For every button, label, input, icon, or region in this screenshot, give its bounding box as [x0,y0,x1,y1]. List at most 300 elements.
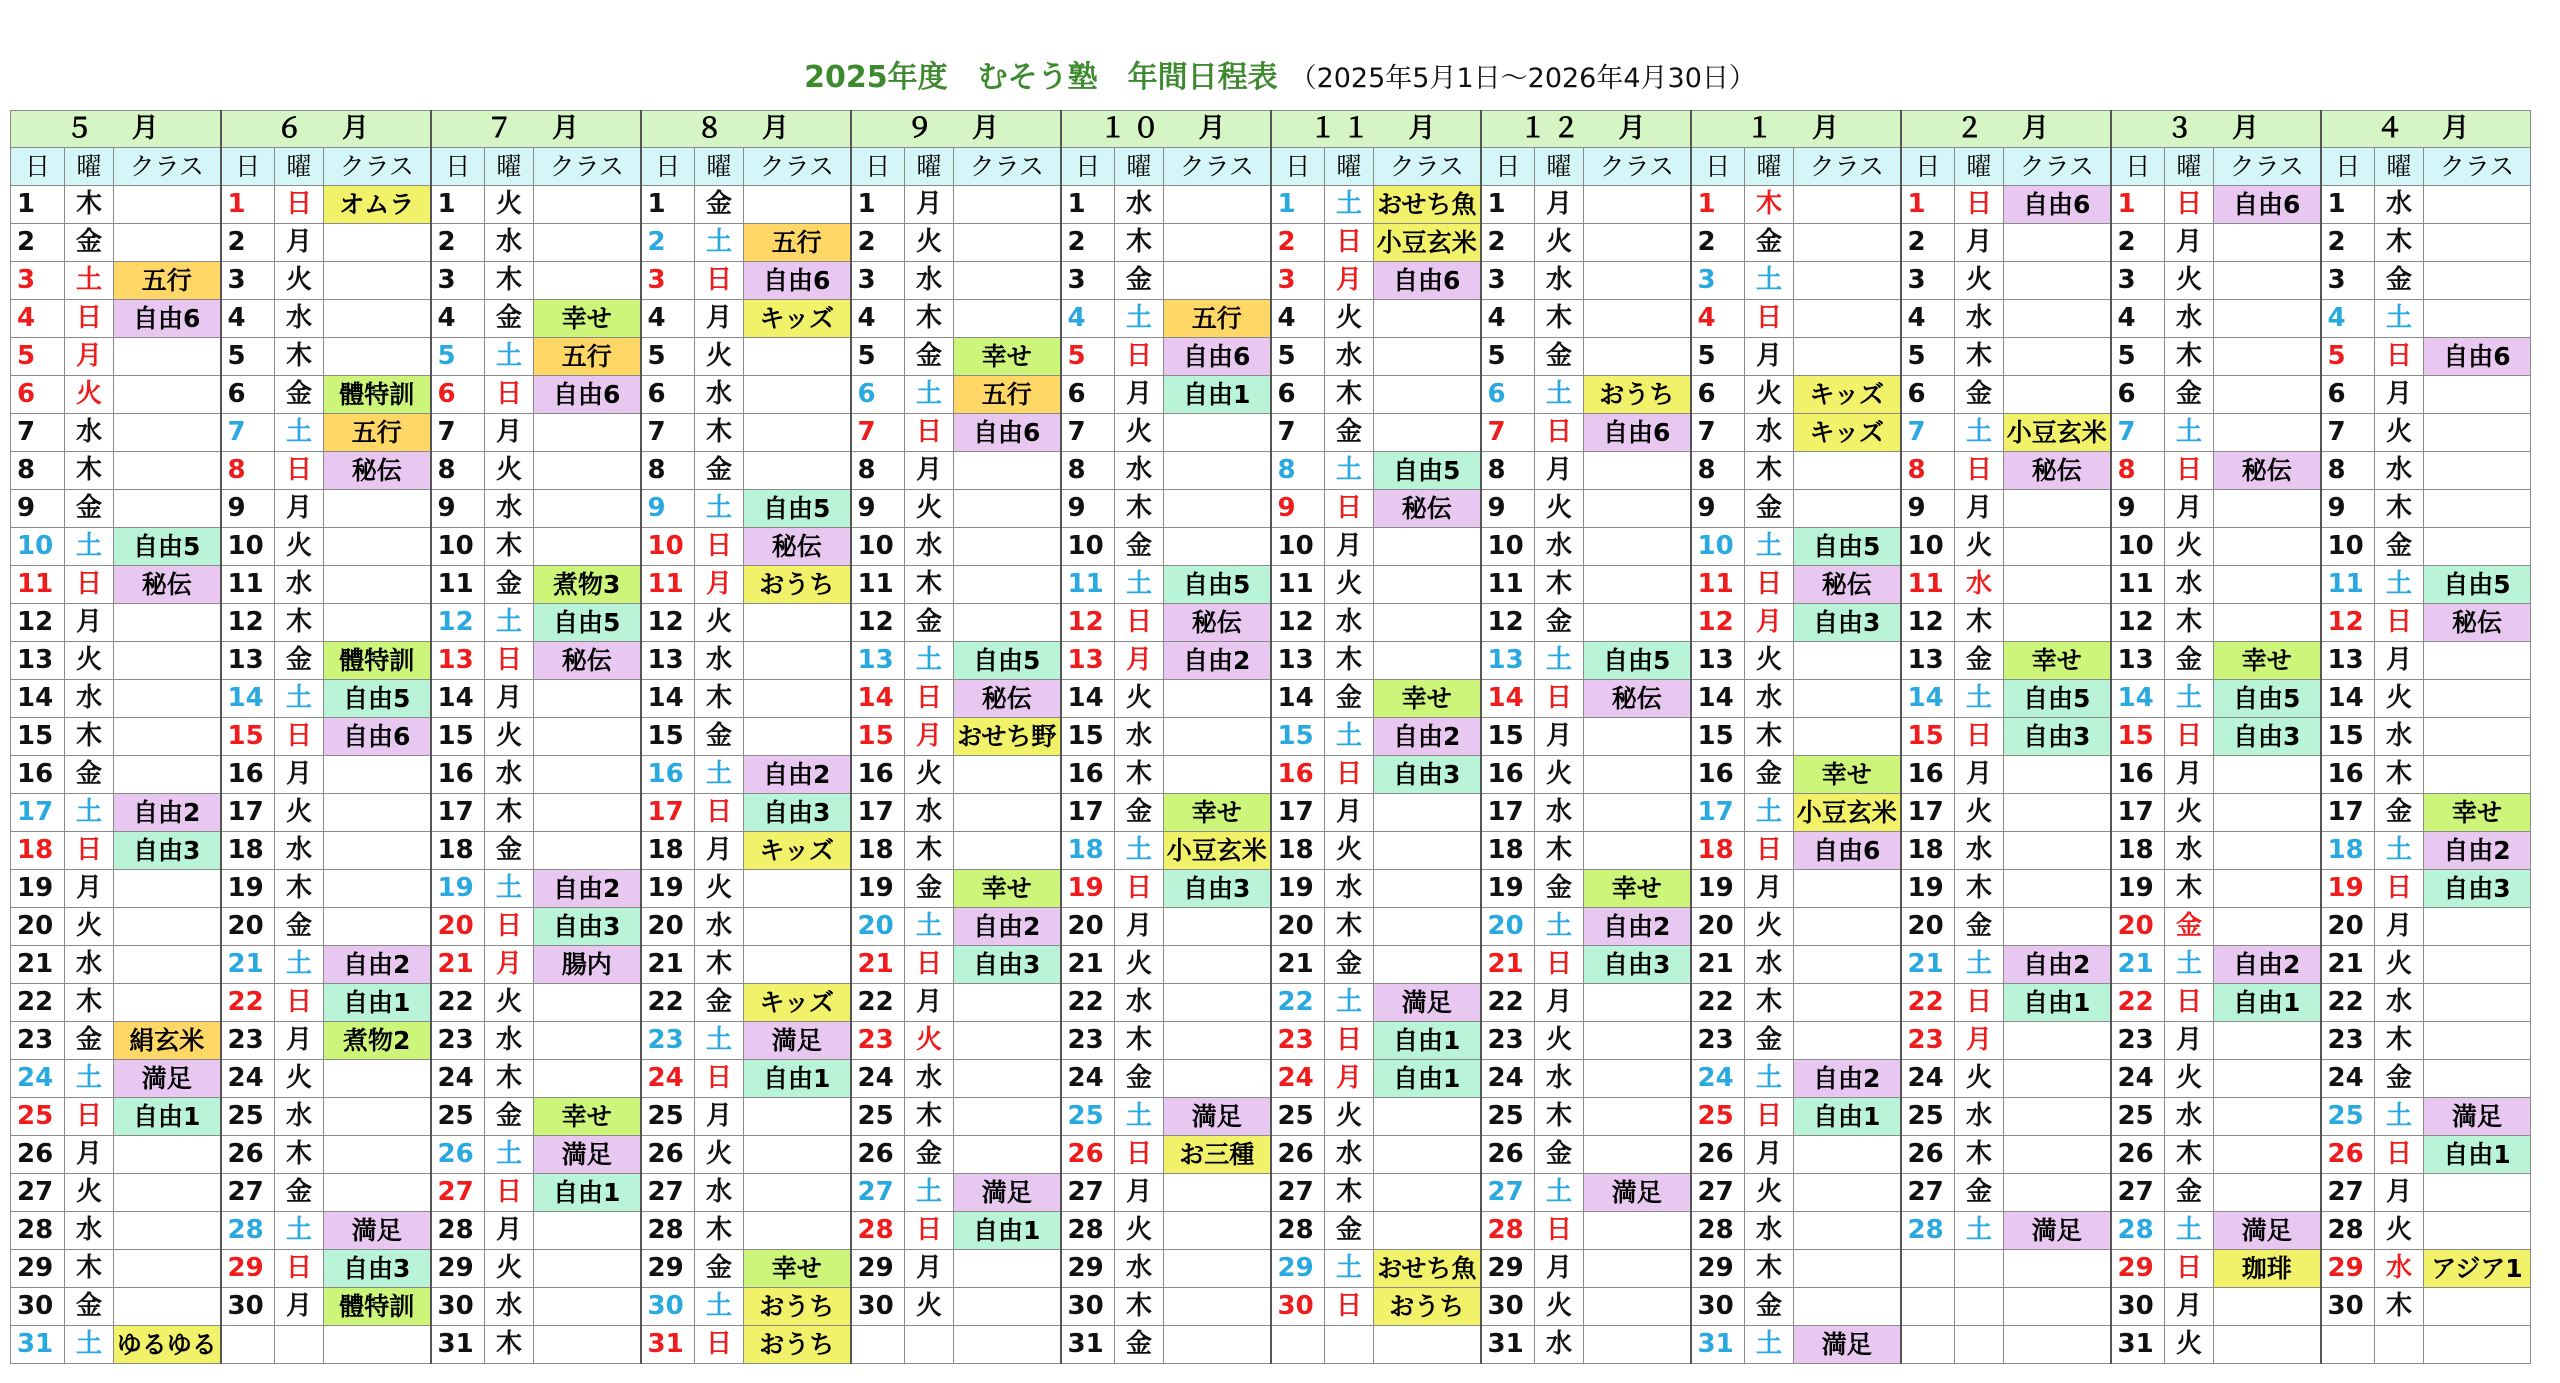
class-cell: 五行 [324,414,431,452]
weekday-cell: 土 [1745,1060,1794,1098]
class-cell: アジア1 [2424,1250,2531,1288]
weekday-cell: 日 [275,718,324,756]
weekday-cell: 水 [1115,1250,1164,1288]
weekday-cell: 火 [1535,490,1584,528]
empty-class-cell [534,1212,641,1250]
weekday-cell: 木 [1955,338,2004,376]
day-cell: 8 [851,452,905,490]
weekday-cell: 金 [1115,1326,1164,1364]
day-cell: 2 [1271,224,1325,262]
day-cell: 11 [1901,566,1955,604]
empty-class-cell [324,1098,431,1136]
day-cell: 4 [641,300,695,338]
weekday-cell: 火 [485,186,534,224]
weekday-cell: 水 [1745,680,1794,718]
weekday-header: 曜 [1955,148,2004,186]
day-cell: 5 [2111,338,2165,376]
day-cell: 7 [431,414,485,452]
weekday-cell: 火 [2165,794,2214,832]
day-cell: 25 [641,1098,695,1136]
month-header: ４ 月 [2321,111,2531,148]
empty-class-cell [1164,262,1271,300]
empty-class-cell [2004,1174,2111,1212]
class-cell: おうち [744,566,851,604]
weekday-cell: 月 [1325,528,1374,566]
weekday-cell: 水 [1115,186,1164,224]
day-cell: 23 [221,1022,275,1060]
day-cell: 4 [1691,300,1745,338]
empty-class-cell [2004,1098,2111,1136]
day-cell: 5 [1061,338,1115,376]
weekday-cell: 金 [1745,1288,1794,1326]
weekday-cell: 火 [1955,528,2004,566]
day-cell: 28 [851,1212,905,1250]
weekday-cell: 土 [2165,414,2214,452]
day-cell: 6 [851,376,905,414]
day-cell: 7 [11,414,65,452]
day-cell: 10 [641,528,695,566]
weekday-cell: 水 [485,756,534,794]
day-cell: 25 [1691,1098,1745,1136]
day-cell: 12 [431,604,485,642]
weekday-cell: 水 [65,946,114,984]
day-cell: 23 [1271,1022,1325,1060]
weekday-cell: 火 [1745,642,1794,680]
day-cell: 9 [431,490,485,528]
empty-class-cell [744,376,851,414]
weekday-cell: 木 [65,718,114,756]
empty-class-cell [1584,262,1691,300]
day-cell: 14 [2111,680,2165,718]
day-cell: 10 [851,528,905,566]
empty-class-cell [1164,718,1271,756]
class-cell: 自由5 [1374,452,1481,490]
empty-class-cell [2214,224,2321,262]
weekday-cell: 日 [1325,756,1374,794]
weekday-cell: 日 [1535,946,1584,984]
day-cell: 28 [1061,1212,1115,1250]
class-cell: 自由3 [1584,946,1691,984]
day-cell: 1 [641,186,695,224]
day-cell: 8 [1481,452,1535,490]
day-cell: 5 [1901,338,1955,376]
weekday-cell: 金 [695,718,744,756]
table-row [11,870,2531,908]
weekday-cell: 土 [1955,680,2004,718]
empty-class-cell [1794,262,1901,300]
day-cell: 20 [1901,908,1955,946]
weekday-cell: 月 [275,1022,324,1060]
weekday-cell: 木 [65,452,114,490]
day-cell: 15 [2111,718,2165,756]
day-cell: 5 [2321,338,2375,376]
day-cell: 1 [1061,186,1115,224]
day-cell: 8 [1691,452,1745,490]
day-cell: 14 [1901,680,1955,718]
weekday-cell: 日 [1115,870,1164,908]
day-cell: 19 [11,870,65,908]
day-cell: 29 [1481,1250,1535,1288]
day-cell: 12 [1901,604,1955,642]
month-header: ２ 月 [1901,111,2111,148]
class-cell: 秘伝 [114,566,221,604]
empty-class-cell [2424,642,2531,680]
day-cell: 27 [11,1174,65,1212]
empty-class-cell [2004,376,2111,414]
weekday-cell: 土 [2375,832,2424,870]
weekday-cell: 金 [1955,1174,2004,1212]
empty-class-cell [1164,946,1271,984]
weekday-cell: 金 [1115,528,1164,566]
day-cell: 26 [1901,1136,1955,1174]
class-cell: 小豆玄米 [1374,224,1481,262]
empty-class-cell [744,870,851,908]
weekday-header: 曜 [485,148,534,186]
weekday-cell: 月 [695,1098,744,1136]
day-cell: 6 [1481,376,1535,414]
weekday-cell: 火 [2375,414,2424,452]
empty-class-cell [2004,490,2111,528]
weekday-cell: 火 [1325,300,1374,338]
weekday-cell: 月 [485,1212,534,1250]
empty-class-cell [1794,680,1901,718]
empty-class-cell [114,946,221,984]
empty-class-cell [2424,1022,2531,1060]
weekday-cell: 木 [1535,1098,1584,1136]
class-cell: 五行 [1164,300,1271,338]
empty-class-cell [744,1136,851,1174]
empty-class-cell [324,1060,431,1098]
weekday-cell: 火 [695,1136,744,1174]
empty-class-cell [2424,186,2531,224]
empty-class-cell [324,756,431,794]
day-cell: 13 [1061,642,1115,680]
empty-class-cell [114,642,221,680]
empty-class-cell [114,1174,221,1212]
weekday-header: 曜 [1745,148,1794,186]
weekday-cell: 木 [1115,1288,1164,1326]
class-cell: 満足 [2214,1212,2321,1250]
day-cell: 23 [1061,1022,1115,1060]
day-cell: 10 [2321,528,2375,566]
weekday-cell: 水 [485,1288,534,1326]
weekday-cell: 土 [485,1136,534,1174]
day-cell: 29 [2111,1250,2165,1288]
day-cell: 21 [431,946,485,984]
table-row [11,832,2531,870]
empty-class-cell [2004,224,2111,262]
weekday-cell: 日 [275,186,324,224]
weekday-cell: 土 [275,1212,324,1250]
weekday-cell: 水 [485,224,534,262]
weekday-cell: 日 [905,414,954,452]
weekday-header: 曜 [1115,148,1164,186]
empty-class-cell [114,414,221,452]
day-cell: 11 [221,566,275,604]
weekday-cell: 水 [695,908,744,946]
weekday-cell: 日 [2165,452,2214,490]
weekday-cell: 水 [1535,262,1584,300]
weekday-cell: 土 [1745,1326,1794,1364]
empty-class-cell [1794,908,1901,946]
class-cell: 自由5 [114,528,221,566]
day-cell: 18 [1901,832,1955,870]
class-cell: 自由2 [1164,642,1271,680]
empty-class-cell [324,566,431,604]
weekday-cell: 月 [485,680,534,718]
day-cell: 20 [221,908,275,946]
day-cell: 21 [641,946,695,984]
day-cell: 6 [221,376,275,414]
class-cell: 幸せ [534,1098,641,1136]
weekday-cell: 木 [1115,490,1164,528]
day-cell: 1 [1691,186,1745,224]
day-cell: 19 [1691,870,1745,908]
weekday-cell: 木 [2165,604,2214,642]
day-cell: 25 [1061,1098,1115,1136]
day-cell: 9 [1901,490,1955,528]
table-row [11,1136,2531,1174]
day-cell: 3 [431,262,485,300]
class-cell: 體特訓 [324,642,431,680]
day-cell: 11 [2321,566,2375,604]
weekday-cell: 日 [1745,1098,1794,1136]
weekday-cell: 木 [275,338,324,376]
day-cell: 18 [1271,832,1325,870]
weekday-cell: 日 [65,1098,114,1136]
day-cell [851,1326,905,1364]
class-cell: 自由3 [954,946,1061,984]
table-row [11,1022,2531,1060]
empty-class-cell [1374,338,1481,376]
empty-class-cell [2214,490,2321,528]
day-cell: 18 [431,832,485,870]
empty-class-cell [2214,1098,2321,1136]
weekday-cell: 土 [2375,300,2424,338]
class-cell: 小豆玄米 [1164,832,1271,870]
weekday-cell: 土 [1535,1174,1584,1212]
day-cell: 31 [641,1326,695,1364]
empty-class-cell [534,794,641,832]
day-cell: 23 [2321,1022,2375,1060]
empty-class-cell [534,452,641,490]
day-cell: 21 [2321,946,2375,984]
day-cell: 22 [11,984,65,1022]
day-cell: 28 [11,1212,65,1250]
day-cell: 28 [1481,1212,1535,1250]
class-cell: 自由3 [324,1250,431,1288]
empty-class-cell [744,1098,851,1136]
empty-class-cell [744,1212,851,1250]
weekday-cell: 土 [1535,376,1584,414]
day-cell: 2 [851,224,905,262]
weekday-cell: 木 [1325,642,1374,680]
weekday-cell: 土 [695,1022,744,1060]
weekday-cell: 土 [2375,566,2424,604]
weekday-cell: 火 [1535,224,1584,262]
weekday-cell: 水 [2165,300,2214,338]
day-cell: 13 [1901,642,1955,680]
weekday-cell: 月 [1115,908,1164,946]
table-row [11,756,2531,794]
empty-class-cell [534,832,641,870]
weekday-header: 曜 [65,148,114,186]
weekday-cell: 月 [1535,1250,1584,1288]
weekday-cell: 火 [1745,908,1794,946]
table-row [11,718,2531,756]
empty-class-cell [1164,452,1271,490]
class-header: クラス [114,148,221,186]
weekday-cell: 日 [2375,870,2424,908]
empty-class-cell [1374,1136,1481,1174]
day-cell: 28 [2321,1212,2375,1250]
weekday-cell: 日 [1325,224,1374,262]
day-cell: 22 [851,984,905,1022]
class-header: クラス [324,148,431,186]
empty-class-cell [744,946,851,984]
weekday-cell: 土 [65,794,114,832]
weekday-cell: 木 [2165,1136,2214,1174]
weekday-cell: 金 [905,338,954,376]
empty-class-cell [954,1326,1061,1364]
day-cell: 21 [11,946,65,984]
weekday-cell: 日 [485,376,534,414]
table-row [11,1212,2531,1250]
schedule-body [11,186,2531,1364]
weekday-cell: 月 [1955,1022,2004,1060]
day-cell: 3 [2321,262,2375,300]
weekday-cell: 木 [485,1326,534,1364]
day-cell: 20 [1271,908,1325,946]
day-cell: 7 [2321,414,2375,452]
weekday-cell: 日 [1955,186,2004,224]
day-cell [1901,1250,1955,1288]
empty-class-cell [2214,1060,2321,1098]
empty-class-cell [324,338,431,376]
table-row [11,338,2531,376]
weekday-cell: 水 [1535,794,1584,832]
day-cell: 13 [221,642,275,680]
day-cell: 23 [431,1022,485,1060]
day-cell: 24 [221,1060,275,1098]
empty-class-cell [1794,452,1901,490]
class-cell: 腸内 [534,946,641,984]
month-header: ９ 月 [851,111,1061,148]
class-cell: おせち魚 [1374,1250,1481,1288]
day-cell: 27 [1061,1174,1115,1212]
day-cell: 9 [221,490,275,528]
weekday-cell: 土 [1745,262,1794,300]
table-row [11,1060,2531,1098]
day-cell: 7 [1271,414,1325,452]
day-cell: 29 [1691,1250,1745,1288]
class-cell: 自由6 [954,414,1061,452]
day-cell: 9 [1481,490,1535,528]
empty-class-cell [1164,186,1271,224]
class-cell: 幸せ [954,870,1061,908]
weekday-cell: 土 [1325,718,1374,756]
day-cell: 22 [221,984,275,1022]
day-cell: 26 [11,1136,65,1174]
empty-class-cell [1164,1250,1271,1288]
day-cell: 27 [1481,1174,1535,1212]
weekday-cell: 木 [2375,756,2424,794]
weekday-cell: 月 [65,338,114,376]
weekday-cell: 金 [485,566,534,604]
empty-class-cell [1584,566,1691,604]
empty-class-cell [1584,1022,1691,1060]
weekday-cell: 月 [905,718,954,756]
empty-class-cell [2004,1250,2111,1288]
empty-class-cell [1374,1212,1481,1250]
day-cell: 11 [431,566,485,604]
day-cell: 26 [431,1136,485,1174]
empty-class-cell [1584,1060,1691,1098]
class-cell: 満足 [114,1060,221,1098]
day-cell: 14 [11,680,65,718]
table-row [11,1326,2531,1364]
day-cell: 20 [431,908,485,946]
day-cell: 18 [2321,832,2375,870]
day-cell: 9 [2321,490,2375,528]
empty-class-cell [744,718,851,756]
empty-class-cell [114,756,221,794]
weekday-cell: 金 [695,1250,744,1288]
day-cell: 30 [11,1288,65,1326]
class-cell: 満足 [1164,1098,1271,1136]
day-cell: 12 [641,604,695,642]
day-cell: 10 [2111,528,2165,566]
weekday-cell: 水 [1325,870,1374,908]
weekday-cell: 火 [485,984,534,1022]
empty-class-cell [954,1098,1061,1136]
day-cell: 2 [1691,224,1745,262]
weekday-cell: 木 [905,300,954,338]
class-cell: 自由2 [534,870,641,908]
class-cell: お三種 [1164,1136,1271,1174]
class-header: クラス [2214,148,2321,186]
weekday-cell: 水 [2375,452,2424,490]
weekday-cell: 日 [275,1250,324,1288]
empty-class-cell [2424,756,2531,794]
day-cell: 8 [641,452,695,490]
empty-class-cell [324,300,431,338]
weekday-cell: 土 [1325,452,1374,490]
weekday-cell: 土 [1535,908,1584,946]
day-cell: 18 [221,832,275,870]
weekday-cell: 日 [2165,1250,2214,1288]
weekday-cell: 木 [1115,1022,1164,1060]
day-cell: 4 [2321,300,2375,338]
day-cell: 12 [2111,604,2165,642]
weekday-cell: 日 [1325,490,1374,528]
day-cell: 24 [1481,1060,1535,1098]
class-cell: おせち魚 [1374,186,1481,224]
weekday-cell: 水 [1745,946,1794,984]
empty-class-cell [2214,870,2321,908]
empty-class-cell [1794,300,1901,338]
weekday-cell: 火 [65,642,114,680]
day-header: 日 [1271,148,1325,186]
weekday-cell: 金 [695,452,744,490]
weekday-header: 曜 [275,148,324,186]
weekday-cell: 水 [65,414,114,452]
empty-class-cell [1374,946,1481,984]
empty-class-cell [324,528,431,566]
empty-class-cell [1164,1174,1271,1212]
empty-class-cell [2424,300,2531,338]
class-cell: 小豆玄米 [1794,794,1901,832]
